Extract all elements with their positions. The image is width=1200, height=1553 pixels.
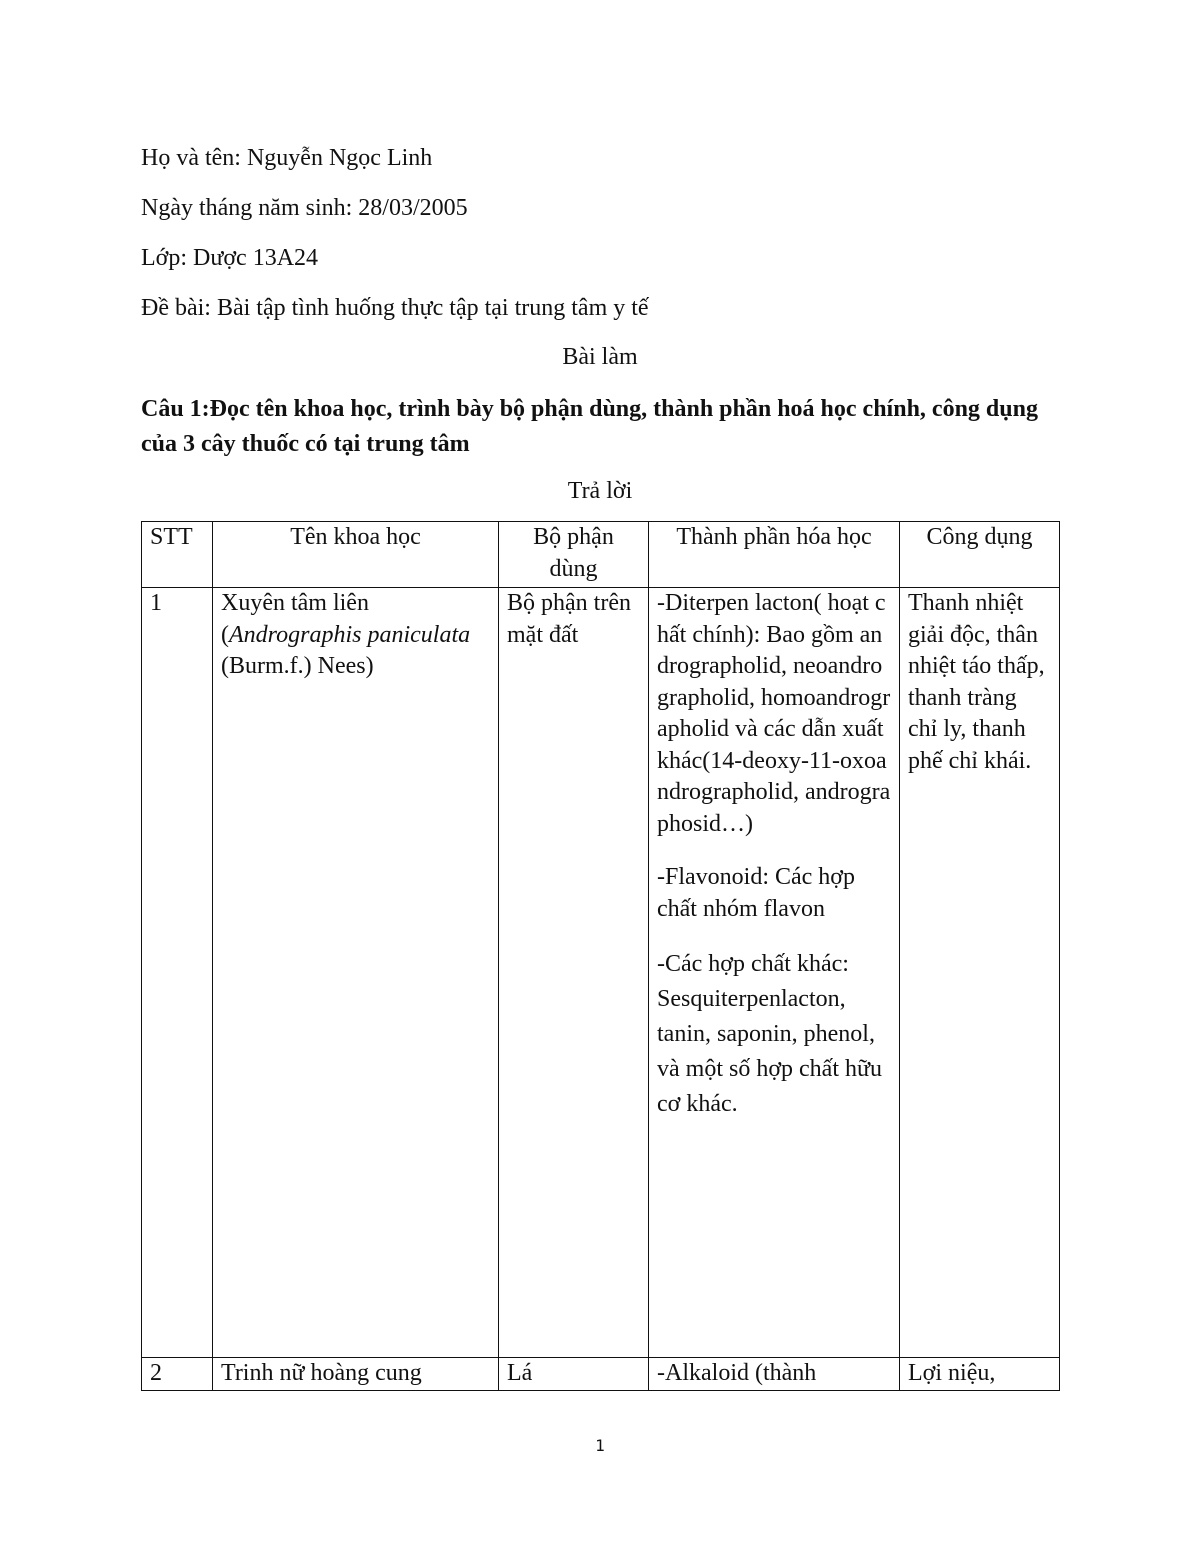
row1-name-open-paren: ( — [221, 621, 229, 648]
row1-author: (Burm.f.) Nees) — [221, 653, 374, 679]
row1-scientific-name — [213, 588, 499, 1358]
student-name-line: Họ và tên: Nguyễn Ngọc Linh — [141, 145, 433, 171]
row1-chem-flavonoid: -Flavonoid: Các hợp chất nhóm flavon — [657, 864, 855, 922]
section-title: Bài làm — [562, 344, 638, 370]
row2-scientific-name: Trinh nữ hoàng cung — [213, 1358, 499, 1391]
header-stt: STT — [142, 522, 213, 588]
row1-part-used: Bộ phận trên mặt đất — [499, 588, 649, 1358]
header-uses: Công dụng — [900, 522, 1060, 588]
row1-uses: Thanh nhiệt giải độc, thân nhiệt táo thấp, thanh tràng chỉ ly, thanh phế chỉ khái. — [900, 588, 1060, 1358]
row1-chem-diterpen: -Diterpen lacton( hoạt chất chính): Bao gồm andrographolid, neoandrographolid, homoandrographolid và các dẫn xuất khác(14-deoxy-11-oxoandrographolid, andrographosid…) — [657, 590, 891, 837]
question-label: Câu 1: — [141, 396, 210, 422]
row1-common-name: Xuyên tâm liên — [221, 590, 369, 616]
row1-chem-other: -Các hợp chất khác: Sesquiterpenlacton, tanin, saponin, phenol, và một số hợp chất hữu cơ khác. — [657, 951, 882, 1117]
header-chemical-composition: Thành phần hóa học — [649, 522, 900, 588]
topic-line: Đề bài: Bài tập tình huống thực tập tại trung tâm y tế — [141, 295, 649, 321]
header-scientific-name: Tên khoa học — [213, 522, 499, 588]
row1-chemical-composition — [649, 588, 900, 1358]
table-row — [142, 1358, 1060, 1391]
page-number: 1 — [595, 1436, 605, 1455]
medicinal-plants-table — [141, 521, 1060, 1391]
class-line: Lớp: Dược 13A24 — [141, 245, 319, 271]
question-1 — [141, 392, 1071, 462]
row2-uses: Lợi niệu, — [900, 1358, 1060, 1391]
row1-stt: 1 — [142, 588, 213, 1358]
row2-part-used: Lá — [499, 1358, 649, 1391]
date-of-birth-line: Ngày tháng năm sinh: 28/03/2005 — [141, 195, 468, 221]
row2-stt: 2 — [142, 1358, 213, 1391]
row1-latin-name: Andrographis paniculata — [229, 621, 471, 648]
header-part-used: Bộ phận dùng — [499, 522, 649, 588]
question-text: Đọc tên khoa học, trình bày bộ phận dùng, thành phần hoá học chính, công dụng của 3 cây thuốc có tại trung tâm — [141, 396, 1038, 457]
table-header-row — [142, 522, 1060, 588]
table-row — [142, 588, 1060, 1358]
answer-label: Trả lời — [567, 478, 633, 504]
row2-chemical-composition: -Alkaloid (thành — [649, 1358, 900, 1391]
